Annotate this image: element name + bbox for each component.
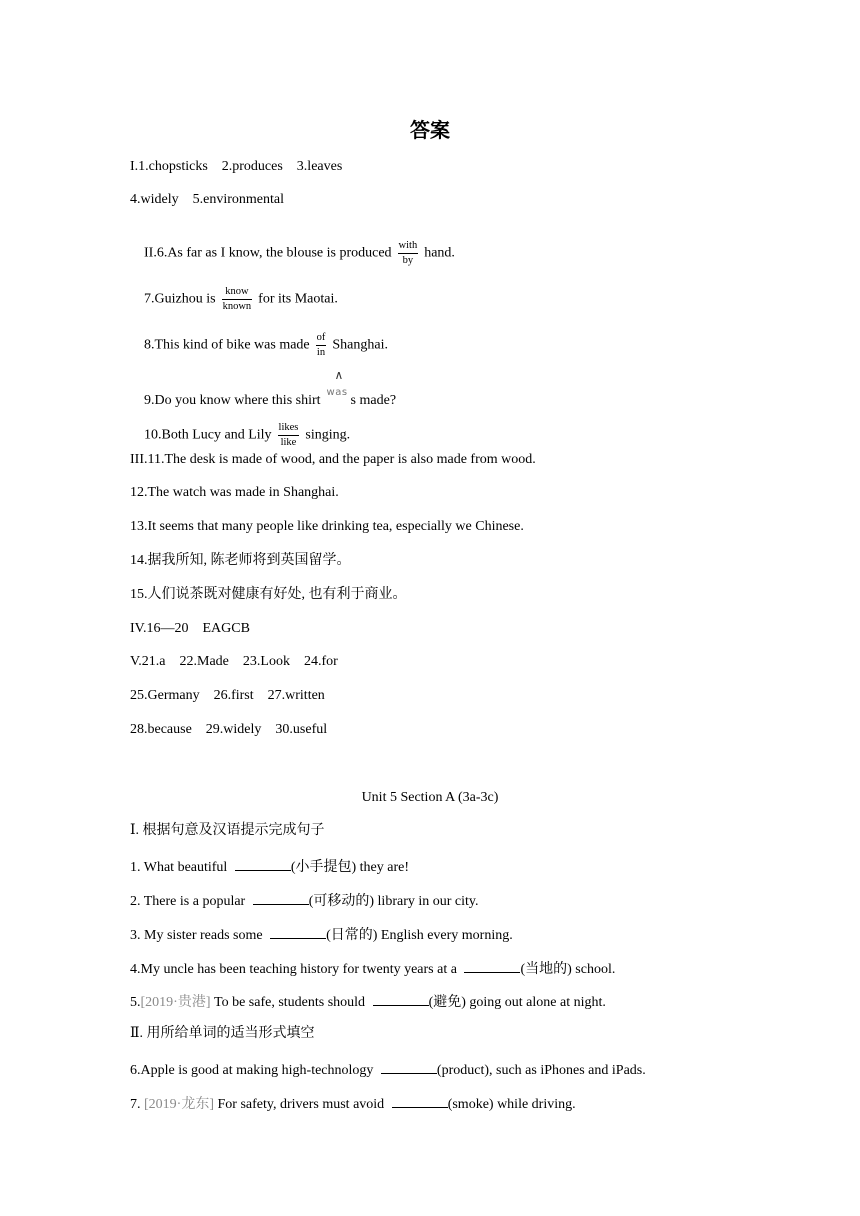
question-text: (product), such as iPhones and iPads. <box>436 1063 646 1078</box>
answer-line-correction <box>130 318 388 372</box>
wrong-word: likes <box>278 422 300 436</box>
section-title: Unit 5 Section A (3a-3c) <box>361 790 499 805</box>
exercise-heading: Ⅰ. 根据句意及汉语提示完成句子 <box>130 823 325 838</box>
answer-text: II.6.As far as I know, the blouse is produced <box>144 245 392 261</box>
answer-line: V.21.a 22.Made 23.Look 24.for <box>130 654 338 669</box>
question-text: 6.Apple is good at making high-technology <box>130 1063 377 1078</box>
question <box>130 960 615 977</box>
answer-line: 13.It seems that many people like drinking tea, especially we Chinese. <box>130 519 524 534</box>
question-text: 2. There is a popular <box>130 894 249 909</box>
answer-blank[interactable] <box>253 892 309 905</box>
question-number: 7. <box>130 1097 144 1112</box>
question <box>130 892 479 909</box>
answer-line: 25.Germany 26.first 27.written <box>130 688 325 703</box>
answer-line: 12.The watch was made in Shanghai. <box>130 485 339 500</box>
question <box>130 1095 576 1112</box>
answer-text: for its Maotai. <box>258 291 338 307</box>
question-text: (当地的) school. <box>520 962 616 977</box>
inserted-word: was <box>326 387 348 398</box>
answer-line: I.1.chopsticks 2.produces 3.leaves <box>130 159 343 174</box>
question-text: 1. What beautiful <box>130 860 231 875</box>
answer-text: s made? <box>350 393 397 408</box>
question-number: 5. <box>130 995 141 1010</box>
question-text: (可移动的) library in our city. <box>308 894 479 909</box>
wrong-word: of <box>316 332 327 346</box>
source-tag: [2019·贵港] <box>140 995 211 1010</box>
wrong-word: with <box>398 240 419 254</box>
answer-line: 15.人们说茶既对健康有好处, 也有利于商业。 <box>130 587 407 602</box>
wrong-word: know <box>222 286 253 300</box>
answer-text: 8.This kind of bike was made <box>144 337 310 353</box>
question-text: 3. My sister reads some <box>130 928 267 943</box>
question-text: To be safe, students should <box>210 995 369 1010</box>
answer-blank[interactable] <box>270 926 326 939</box>
question <box>130 1061 646 1078</box>
answer-text: singing. <box>305 427 351 443</box>
answer-blank[interactable] <box>464 960 520 973</box>
answer-blank[interactable] <box>381 1061 437 1074</box>
answer-text: Shanghai. <box>332 337 388 353</box>
caret-icon: ∧ <box>334 368 344 382</box>
answer-text: hand. <box>424 245 455 261</box>
question-text: (日常的) English every morning. <box>326 928 513 943</box>
answer-blank[interactable] <box>373 993 429 1006</box>
source-tag: [2019·龙东] <box>144 1097 214 1112</box>
answer-text: 9.Do you know where this shirt <box>144 393 321 408</box>
question-text: (小手提包) they are! <box>290 860 410 875</box>
question-text: (smoke) while driving. <box>447 1097 576 1112</box>
correct-word: known <box>222 300 252 312</box>
answer-blank[interactable] <box>235 858 291 871</box>
insertion-mark <box>326 368 351 404</box>
correct-word: like <box>280 436 297 448</box>
correction-fraction <box>278 422 300 448</box>
correction-fraction <box>222 286 253 312</box>
answer-line: 4.widely 5.environmental <box>130 192 284 207</box>
answer-text: 10.Both Lucy and Lily <box>144 427 272 443</box>
question-text: 4.My uncle has been teaching history for twenty years at a <box>130 962 461 977</box>
answer-line: 28.because 29.widely 30.useful <box>130 722 328 737</box>
answer-blank[interactable] <box>392 1095 448 1108</box>
correct-word: in <box>316 346 326 358</box>
question <box>130 858 409 875</box>
exercise-heading: Ⅱ. 用所给单词的适当形式填空 <box>130 1026 315 1041</box>
answer-line: IV.16—20 EAGCB <box>130 621 250 636</box>
question <box>130 993 606 1010</box>
question-text: (避免) going out alone at night. <box>428 995 606 1010</box>
correction-fraction <box>316 332 327 358</box>
answer-line: 14.据我所知, 陈老师将到英国留学。 <box>130 553 351 568</box>
answer-line: III.11.The desk is made of wood, and the paper is also made from wood. <box>130 452 536 467</box>
page-title: 答案 <box>410 118 450 142</box>
correct-word: by <box>402 254 414 266</box>
answer-text: 7.Guizhou is <box>144 291 216 307</box>
correction-fraction <box>398 240 419 266</box>
question-text: For safety, drivers must avoid <box>214 1097 388 1112</box>
question <box>130 926 513 943</box>
